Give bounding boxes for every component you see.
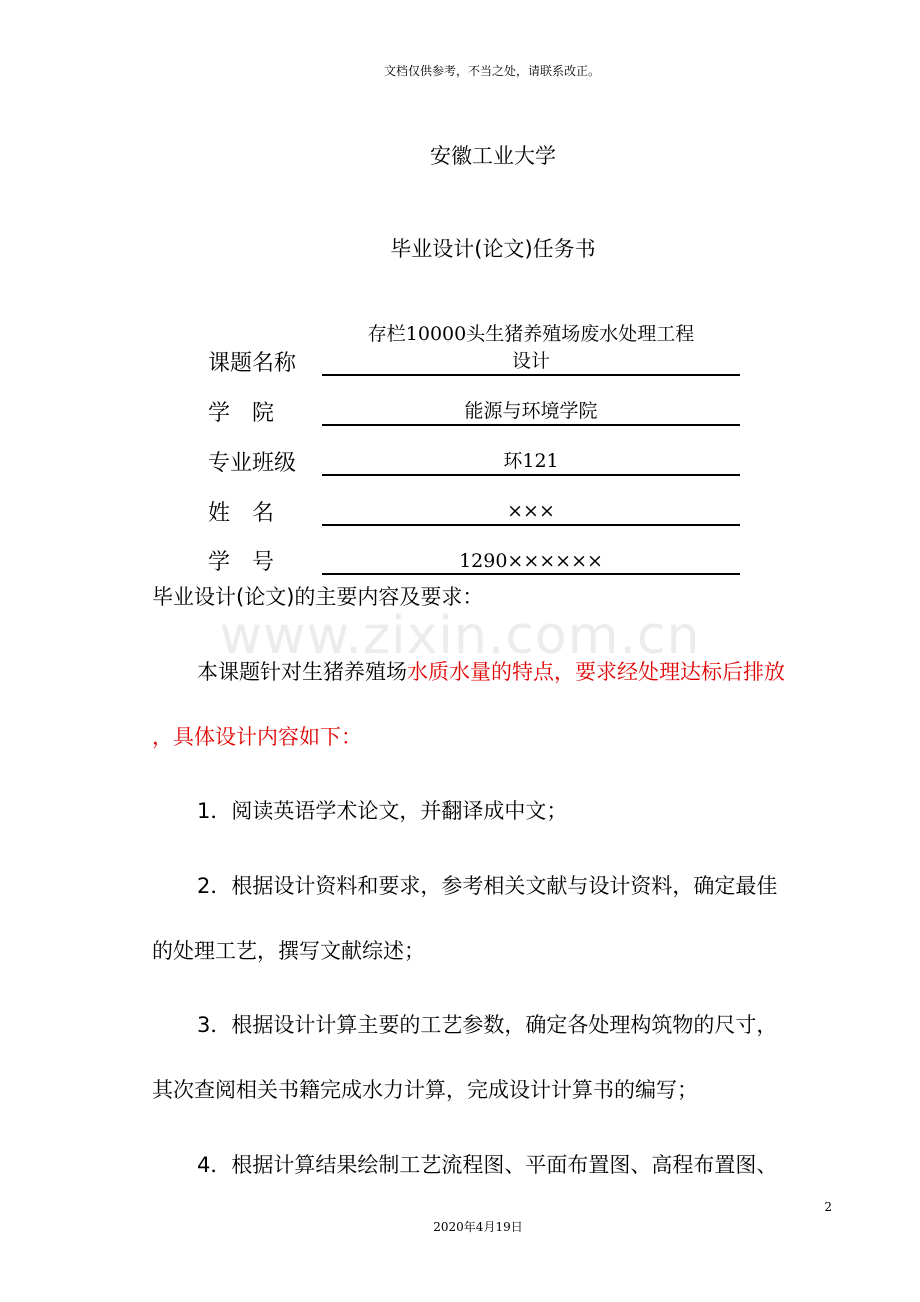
item-3-line1: 3．根据设计计算主要的工艺参数，确定各处理构筑物的尺寸， <box>197 1013 778 1037</box>
item-2-line2: 的处理工艺，撰写文献综述； <box>152 939 425 963</box>
topic-value-line1: 存栏10000头生猪养殖场废水处理工程 <box>367 323 695 345</box>
item-2-line1: 2．根据设计资料和要求，参考相关文献与设计资料，确定最佳 <box>197 874 778 898</box>
intro-red-text: 水质水量的特点，要求经处理达标后排放 <box>407 660 785 684</box>
id-label: 学 号 <box>208 550 275 575</box>
intro-line1 <box>197 658 785 686</box>
intro-black-text: 本课题针对生猪养殖场 <box>197 660 407 684</box>
item-4-line1: 4．根据计算结果绘制工艺流程图、平面布置图、高程布置图、 <box>197 1153 778 1177</box>
name-value: ××× <box>507 500 555 522</box>
university-title: 安徽工业大学 <box>430 144 556 168</box>
document-title: 毕业设计(论文)任务书 <box>390 237 596 261</box>
class-underline <box>322 474 740 476</box>
topic-underline <box>322 374 740 376</box>
section-heading: 毕业设计(论文)的主要内容及要求： <box>152 585 484 609</box>
id-value: 1290×××××× <box>459 550 603 572</box>
intro-line2: ，具体设计内容如下： <box>152 725 362 749</box>
page-number: 2 <box>824 1200 832 1214</box>
item-1: 1．阅读英语学术论文，并翻译成中文； <box>197 799 568 823</box>
class-label: 专业班级 <box>208 451 297 476</box>
item-3-line2: 其次查阅相关书籍完成水力计算，完成设计计算书的编写； <box>152 1078 698 1102</box>
college-label: 学 院 <box>208 401 275 426</box>
id-underline <box>322 573 740 575</box>
topic-value-line2: 设计 <box>511 350 550 372</box>
class-value: 环121 <box>503 450 559 472</box>
footer-date: 2020年4月19日 <box>433 1220 523 1234</box>
header-note: 文档仅供参考，不当之处，请联系改正。 <box>383 64 600 78</box>
name-underline <box>322 524 740 526</box>
name-label: 姓 名 <box>208 501 275 526</box>
watermark: www.zixin.com.cn <box>219 606 701 666</box>
college-value: 能源与环境学院 <box>464 400 598 422</box>
topic-label: 课题名称 <box>208 351 297 376</box>
college-underline <box>322 424 740 426</box>
